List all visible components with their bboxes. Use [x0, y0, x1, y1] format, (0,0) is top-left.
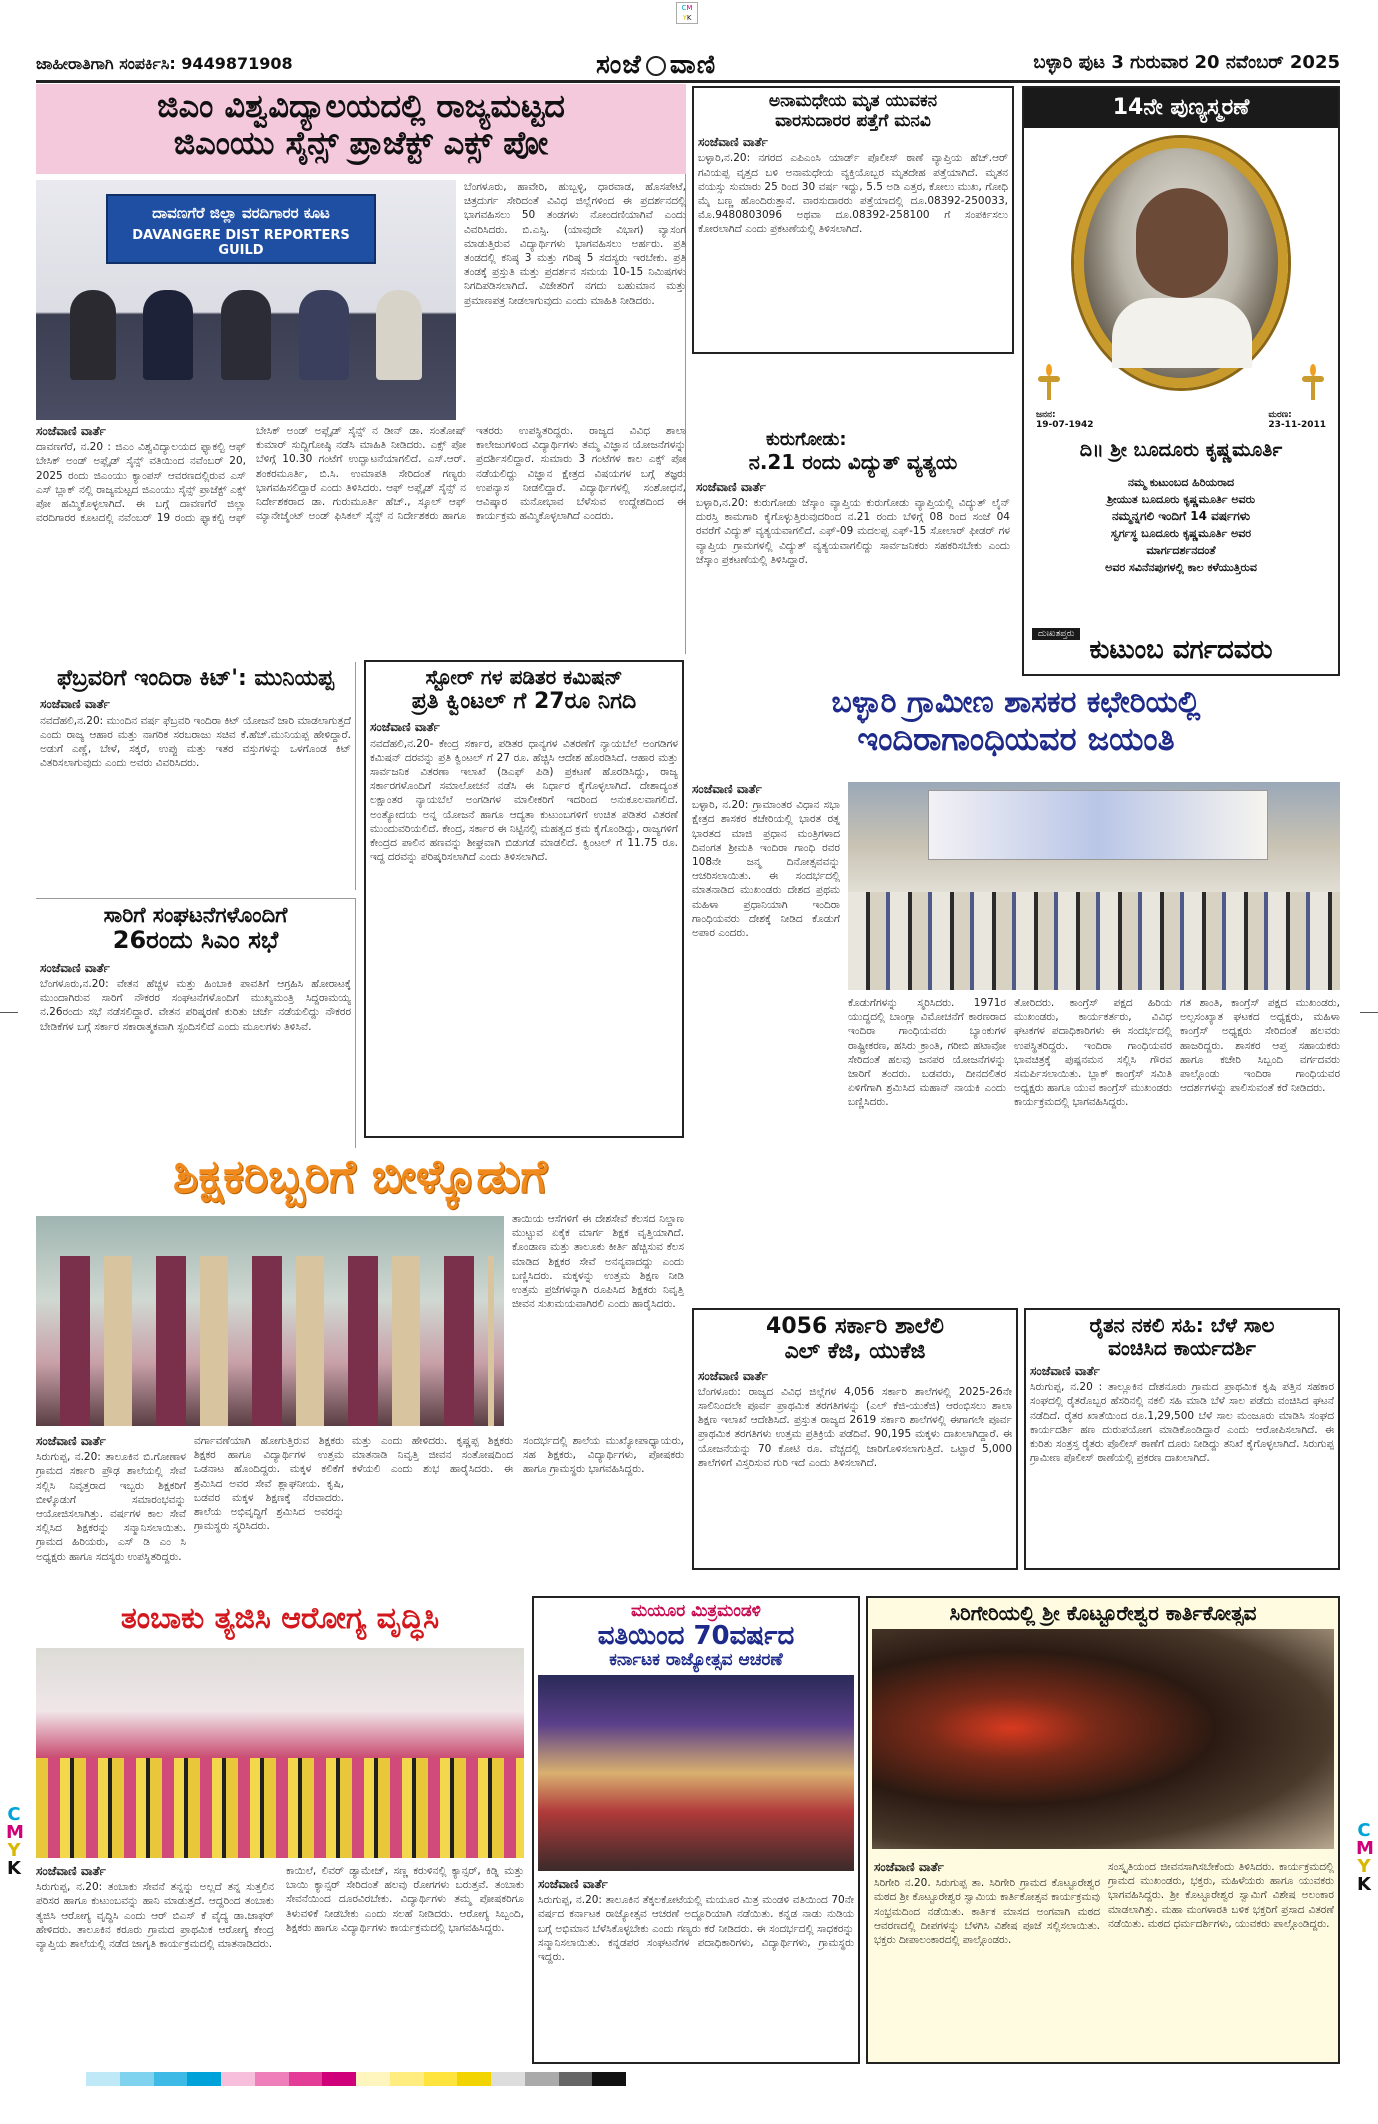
story-dead-youth — [692, 86, 1014, 354]
karthika-col-2: ಸಂಸ್ಕೃತಿಯಂದ ಜೀವನಸಾಗಿಸಬೇಕೆಂದು ತಿಳಿಸಿದರು. ಕಾರ್ಯಕ್ರಮದಲ್ಲಿ ಗ್ರಾಮದ ಮುಖಂಡರು, ಭಕ್ತರು, ಮಹಿಳೆಯರು ಹಾಗೂ ಯುವಕರು ಭಾಗವಹಿಸಿದ್ದರು. ಶ್ರೀ ಕೊಟ್ಟೂರೇಶ್ವರ ಸ್ವಾಮಿಗೆ ವಿಶೇಷ ಅಲಂಕಾರ ಮಾಡಲಾಗಿತ್ತು. ಮಹಾ ಮಂಗಳಾರತಿ ಬಳಿಕ ಭಕ್ತರಿಗೆ ಪ್ರಸಾದ ವಿತರಣೆ ನಡೆಯಿತು. ಮಠದ ಧರ್ಮದರ್ಶಿಗಳು, ಯುವಕರು ಪಾಲ್ಗೊಂಡಿದ್ದರು. — [1108, 1861, 1334, 1930]
story-indira-kit — [36, 662, 356, 890]
story-karthika — [866, 1596, 1340, 2064]
story-store-commission — [364, 660, 684, 1138]
kit-headline: ಫೆಬ್ರವರಿಗೆ ಇಂದಿರಾ ಕಿಟ್': ಮುನಿಯಪ್ಪ — [57, 666, 334, 691]
jayanti-col-c: ತೋರಿದರು. ಕಾಂಗ್ರೆಸ್ ಪಕ್ಷದ ಹಿರಿಯ ಮುಖಂಡರು, ಕಾರ್ಯಕರ್ತರು, ವಿವಿಧ ಘಟಕಗಳ ಪದಾಧಿಕಾರಿಗಳು ಈ ಸಂದರ್ಭದಲ್ಲಿ ಉಪಸ್ಥಿತರಿದ್ದರು. ಇಂದಿರಾ ಗಾಂಧಿಯವರ ಭಾವಚಿತ್ರಕ್ಕೆ ಪುಷ್ಪನಮನ ಸಲ್ಲಿಸಿ ಗೌರವ ಸಮರ್ಪಿಸಲಾಯಿತು. ಬ್ಲಾಕ್ ಕಾಂಗ್ರೆಸ್ ಸಮಿತಿ ಅಧ್ಯಕ್ಷರು ಹಾಗೂ ಯುವ ಕಾಂಗ್ರೆಸ್ ಮುಖಂಡರು ಕಾರ್ಯಕ್ರಮದಲ್ಲಿ ಭಾಗವಹಿಸಿದ್ದರು. — [1014, 997, 1172, 1109]
lkg-headline-2: ಎಲ್ ಕೆಜಿ, ಯುಕೆಜಿ — [784, 1339, 926, 1365]
transport-body: ಸಂಜೆವಾಣಿ ವಾರ್ತೆ ಬೆಂಗಳೂರು,ನ.20: ವೇತನ ಹೆಚ್ಚಳ ಮತ್ತು ಹಿಂಬಾಕಿ ಪಾವತಿಗೆ ಆಗ್ರಹಿಸಿ ಹೋರಾಟಕ್ಕೆ ಮುಂದಾಗಿರುವ ಸಾರಿಗೆ ನೌಕರರ ಸಂಘಟನೆಗಳೊಂದಿಗೆ ಮುಖ್ಯಮಂತ್ರಿ ಸಿದ್ದರಾಮಯ್ಯ ನ.26ರಂದು ಸಭೆ ನಡೆಸಲಿದ್ದಾರೆ. ವೇತನ ಪರಿಷ್ಕರಣೆ ಕುರಿತು ಚರ್ಚೆ ನಡೆಯಲಿದ್ದು ನೌಕರರ ಬೇಡಿಕೆಗಳ ಬಗ್ಗೆ ಸರ್ಕಾರ ಸಕಾರಾತ್ಮಕವಾಗಿ ಸ್ಪಂದಿಸಲಿದೆ ಎಂದು ಮೂಲಗಳು ತಿಳಿಸಿವೆ. — [40, 960, 351, 1033]
tobacco-photo — [36, 1648, 524, 1858]
press-people — [56, 290, 436, 380]
memorial-dates: ಜನನ: 19-07-1942 ಮರಣ: 23-11-2011 — [1036, 410, 1326, 430]
color-calibration-bar — [86, 2072, 626, 2086]
teachers-col-2: ವರ್ಗಾವಣೆಯಾಗಿ ಹೋಗುತ್ತಿರುವ ಶಿಕ್ಷಕರು ಶಿಕ್ಷಕರ ಹಾಗೂ ವಿದ್ಯಾರ್ಥಿಗಳ ಉತ್ತಮ ಒಡನಾಟ ಹೊಂದಿದ್ದರು. ಮಕ್ಕಳ ಕಲಿಕೆಗೆ ಶ್ರಮಿಸಿದ ಅವರ ಸೇವೆ ಶ್ಲಾಘನೀಯ. ಕೃಷಿ, ಬಡವರ ಮಕ್ಕಳ ಶಿಕ್ಷಣಕ್ಕೆ ನೆರವಾದರು. ಶಾಲೆಯ ಅಭಿವೃದ್ಧಿಗೆ ಶ್ರಮಿಸಿದ ಅವರನ್ನು ಗ್ರಾಮಸ್ಥರು ಸ್ಮರಿಸಿದರು. — [194, 1435, 344, 1533]
portrait-face — [1136, 188, 1228, 298]
transport-headline-1: ಸಾರಿಗೆ ಸಂಘಟನೆಗಳೊಂದಿಗೆ — [103, 903, 288, 927]
left-reg-cross — [0, 1012, 18, 1013]
teachers-headline: ಶಿಕ್ಷಕರಿಬ್ಬರಿಗೆ ಬೀಳ್ಕೊಡುಗೆ — [173, 1149, 547, 1203]
mayura-photo — [538, 1675, 854, 1871]
memorial-name: ದಿ॥ ಶ್ರೀ ಬೂದೂರು ಕೃಷ್ಣಮೂರ್ತಿ — [1079, 439, 1283, 461]
cmyk-left: C M Y K — [6, 1804, 24, 1879]
tobacco-col-1: ಸಂಜೆವಾಣಿ ವಾರ್ತೆ ಸಿರುಗುಪ್ಪ, ನ.20: ತಂಬಾಕು ಸೇವನೆ ತನ್ನನ್ನು ಅಲ್ಲದೆ ತನ್ನ ಸುತ್ತಲಿನ ಪರಿಸರ ಹಾಗೂ ಕುಟುಂಬವನ್ನು ಹಾನಿ ಮಾಡುತ್ತದೆ. ಆದ್ದರಿಂದ ತಂಬಾಕು ತ್ಯಜಿಸಿ ಆರೋಗ್ಯ ವೃದ್ಧಿಸಿ ಎಂದು ಆರ್ ಬಿಎಸ್ ಕೆ ವೈದ್ಯ ಡಾ.ಜಾಫರ್ ಹೇಳಿದರು. ತಾಲೂಕಿನ ಕರೂರು ಗ್ರಾಮದ ಪ್ರಾಥಮಿಕ ಆರೋಗ್ಯ ಕೇಂದ್ರ ವ್ಯಾಪ್ತಿಯ ಶಾಲೆಯಲ್ಲಿ ನಡೆದ ಜಾಗೃತಿ ಕಾರ್ಯಕ್ರಮದಲ್ಲಿ ಮಾತನಾಡಿದರು. — [36, 1864, 274, 1951]
power-headline-1: ಕುರುಗೋಡು: — [766, 429, 847, 450]
story-lkg-ukg — [692, 1308, 1018, 1570]
dead-headline-1: ಅನಾಮಧೇಯ ಮೃತ ಯುವಕನ — [768, 91, 938, 111]
tobacco-col-2: ಕಾಯಿಲೆ, ಲಿವರ್ ಡ್ಯಾಮೇಜ್, ಸಣ್ಣ ಕರುಳಿನಲ್ಲಿ ಕ್ಯಾನ್ಸರ್, ಕಿಡ್ನಿ ಮತ್ತು ಬಾಯಿ ಕ್ಯಾನ್ಸರ್ ಸೇರಿದಂತೆ ಹಲವು ರೋಗಗಳು ಬರುತ್ತವೆ. ತಂಬಾಕು ಸೇವನೆಯಿಂದ ದೂರವಿರಬೇಕು. ವಿದ್ಯಾರ್ಥಿಗಳು ತಮ್ಮ ಪೋಷಕರಿಗೂ ತಿಳುವಳಿಕೆ ನೀಡಬೇಕು ಎಂದು ಸಲಹೆ ನೀಡಿದರು. ಆರೋಗ್ಯ ಸಿಬ್ಬಂದಿ, ಶಿಕ್ಷಕರು ಹಾಗೂ ವಿದ್ಯಾರ್ಥಿಗಳು ಕಾರ್ಯಕ್ರಮದಲ್ಲಿ ಭಾಗವಹಿಸಿದ್ದರು. — [286, 1865, 524, 1934]
story-indira-jayanti — [692, 686, 1340, 1276]
paper-logo: ಸಂಜೆ ವಾಣಿ — [596, 50, 717, 80]
kit-body: ಸಂಜೆವಾಣಿ ವಾರ್ತೆ ನವದೆಹಲಿ,ನ.20: ಮುಂದಿನ ವರ್ಷ ಫೆಬ್ರವರಿ ಇಂದಿರಾ ಕಿಟ್ ಯೋಜನೆ ಜಾರಿ ಮಾಡಲಾಗುತ್ತದೆ ಎಂದು ರಾಜ್ಯ ಆಹಾರ ಮತ್ತು ನಾಗರಿಕ ಸರಬರಾಜು ಸಚಿವ ಕೆ.ಹೆಚ್.ಮುನಿಯಪ್ಪ ಹೇಳಿದ್ದಾರೆ. ಅಡುಗೆ ಎಣ್ಣೆ, ಬೇಳೆ, ಸಕ್ಕರೆ, ಉಪ್ಪು ಮತ್ತು ಇತರ ವಸ್ತುಗಳನ್ನು ಒಳಗೊಂಡ ಕಿಟ್ ವಿತರಿಸಲಾಗುವುದು ಎಂದು ಅವರು ವಿವರಿಸಿದರು. — [40, 697, 351, 770]
memorial-family: ಕುಟುಂಬ ವರ್ಗದವರು — [1089, 635, 1273, 665]
tobacco-students — [36, 1758, 524, 1858]
teachers-col-right: ತಾಯಿಯ ಆಸೆಗಳಿಗೆ ಈ ದೇಶಸೇವೆ ಕೆಲಸದ ನಿಲ್ದಾಣ ಮುಟ್ಟುವ ಏಕೈಕ ಮಾರ್ಗ ಶಿಕ್ಷಕ ವೃತ್ತಿಯಾಗಿದೆ. ಕೊಂಡಾಣ ಮತ್ತು ತಾಲೂಕು ಕೀರ್ತಿ ಹೆಚ್ಚಿಸುವ ಕೆಲಸ ಮಾಡಿದ ಶಿಕ್ಷಕರ ಸೇವೆ ಅನನ್ಯವಾದದ್ದು ಎಂದು ಬಣ್ಣಿಸಿದರು. ಮಕ್ಕಳನ್ನು ಉತ್ತಮ ಶಿಕ್ಷಣ ನೀಡಿ ಉತ್ತಮ ಪ್ರಜೆಗಳನ್ನಾಗಿ ರೂಪಿಸಿದ ಶಿಕ್ಷಕರು ನಿವೃತ್ತಿ ಜೀವನ ಸುಖಮಯವಾಗಿರಲಿ ಎಂದು ಹಾರೈಸಿದರು. — [512, 1213, 684, 1311]
story-transport — [36, 898, 356, 1148]
teachers-people — [46, 1256, 494, 1426]
right-reg-cross — [1360, 1012, 1378, 1013]
masthead — [36, 50, 1340, 80]
memorial-text: ನಮ್ಮ ಕುಟುಂಬದ ಹಿರಿಯರಾದ ಶ್ರೀಯುತ ಬೂದೂರು ಕೃಷ್ಣಮೂರ್ತಿ ಅವರು ನಮ್ಮನ್ನಗಲಿ ಇಂದಿಗೆ 14 ವರ್ಷಗಳು ಸ್ವರ್ಗಸ್ಥ ಬೂದೂರು ಕೃಷ್ಣಮೂರ್ತಿ ಅವರ ಮಾರ್ಗದರ್ಶನದಂತೆ ಅವರ ಸವಿನೆನಪುಗಳಲ್ಲಿ ಕಾಲ ಕಳೆಯುತ್ತಿರುವ — [1105, 476, 1257, 574]
jayanti-col-d: ಗತ ಶಾಂತಿ, ಕಾಂಗ್ರೆಸ್ ಪಕ್ಷದ ಮುಖಂಡರು, ಅಲ್ಪಸಂಖ್ಯಾತ ಘಟಕದ ಅಧ್ಯಕ್ಷರು, ಮಹಿಳಾ ಕಾಂಗ್ರೆಸ್ ಅಧ್ಯಕ್ಷರು ಸೇರಿದಂತೆ ಹಲವರು ಹಾಜರಿದ್ದರು. ಶಾಸಕರ ಆಪ್ತ ಸಹಾಯಕರು ಹಾಗೂ ಕಚೇರಿ ಸಿಬ್ಬಂದಿ ವರ್ಗದವರು ಪಾಲ್ಗೊಂಡು ಇಂದಿರಾ ಗಾಂಧಿಯವರ ಆದರ್ಶಗಳನ್ನು ಪಾಲಿಸುವಂತೆ ಕರೆ ನೀಡಿದರು. — [1180, 997, 1340, 1095]
store-headline-1: ಸ್ಟೋರ್ ಗಳ ಪಡಿತರ ಕಮಿಷನ್ — [425, 665, 623, 689]
portrait-shirt — [1112, 298, 1252, 368]
story-tobacco — [36, 1594, 524, 2064]
expo-column-right: ಬೆಂಗಳೂರು, ಹಾವೇರಿ, ಹುಬ್ಬಳ್ಳಿ, ಧಾರವಾಡ, ಹೊಸಪೇಟೆ, ಚಿತ್ರದುರ್ಗ ಸೇರಿದಂತೆ ವಿವಿಧ ಜಿಲ್ಲೆಗಳಿಂದ ಈ ಪ್ರದರ್ಶನದಲ್ಲಿ ಭಾಗವಹಿಸಲು 50 ತಂಡಗಳು ನೋಂದಣಿಯಾಗಿವೆ ಎಂದು ವಿವರಿಸಿದರು. ಬಿ.ಎಸ್ಸಿ. (ಯಾವುದೇ ವಿಭಾಗ) ವ್ಯಾಸಂಗ ಮಾಡುತ್ತಿರುವ ವಿದ್ಯಾರ್ಥಿಗಳು ಭಾಗವಹಿಸಲು ಅರ್ಹರು. ಪ್ರತಿ ತಂಡದಲ್ಲಿ ಕನಿಷ್ಠ 3 ಮತ್ತು ಗರಿಷ್ಠ 5 ಸದಸ್ಯರು ಇರಬೇಕು. ಪ್ರತಿ ತಂಡಕ್ಕೆ ಪ್ರಸ್ತುತಿ ಮತ್ತು ಪ್ರದರ್ಶನ ಸಮಯ 10-15 ನಿಮಿಷಗಳು ನಿಗದಿಪಡಿಸಲಾಗಿದೆ. ವಿಜೇತರಿಗೆ ನಗದು ಬಹುಮಾನ ಮತ್ತು ಪ್ರಮಾಣಪತ್ರ ನೀಡಲಾಗುವುದು ಎಂದು ಮಾಹಿತಿ ನೀಡಿದರು. — [464, 181, 686, 307]
mayura-headline-3: ಕರ್ನಾಟಕ ರಾಜ್ಯೋತ್ಸವ ಆಚರಣೆ — [609, 1650, 783, 1671]
teachers-photo — [36, 1216, 504, 1426]
story-mayura — [532, 1596, 860, 2064]
top-registration-mark: CM YK — [676, 2, 698, 24]
jayanti-headline-1: ಬಳ್ಳಾರಿ ಗ್ರಾಮೀಣ ಶಾಸಕರ ಕಛೇರಿಯಲ್ಲಿ — [831, 685, 1201, 720]
tobacco-headline: ತಂಬಾಕು ತ್ಯಜಿಸಿ ಆರೋಗ್ಯ ವೃದ್ಧಿಸಿ — [120, 1601, 440, 1636]
story-teachers-farewell — [36, 1146, 684, 1586]
farmer-body: ಸಂಜೆವಾಣಿ ವಾರ್ತೆ ಸಿರುಗುಪ್ಪ, ನ.20 : ತಾಲ್ಲೂಕಿನ ದೇಶನೂರು ಗ್ರಾಮದ ಪ್ರಾಥಮಿಕ ಕೃಷಿ ಪತ್ತಿನ ಸಹಕಾರ ಸಂಘದಲ್ಲಿ ರೈತರೊಬ್ಬರ ಹೆಸರಿನಲ್ಲಿ ನಕಲಿ ಸಹಿ ಮಾಡಿ ಬೆಳೆ ಸಾಲ ಪಡೆದು ವಂಚಿಸಿದ ಘಟನೆ ನಡೆದಿದೆ. ರೈತರ ಖಾತೆಯಿಂದ ರೂ.1,29,500 ಬೆಳೆ ಸಾಲ ಮಂಜೂರು ಮಾಡಿಸಿ ಸಂಘದ ಕಾರ್ಯದರ್ಶಿ ಹಣ ದುರುಪಯೋಗ ಮಾಡಿಕೊಂಡಿದ್ದಾರೆ ಎಂದು ಆರೋಪಿಸಲಾಗಿದೆ. ಈ ಕುರಿತು ಸಂತ್ರಸ್ತ ರೈತರು ಪೊಲೀಸ್ ಠಾಣೆಗೆ ದೂರು ನೀಡಿದ್ದು ತನಿಖೆ ಕೈಗೊಳ್ಳಲಾಗಿದೆ. ಸಿರುಗುಪ್ಪ ಗ್ರಾಮೀಣ ಪೊಲೀಸ್ ಠಾಣೆಯಲ್ಲಿ ಪ್ರಕರಣ ದಾಖಲಾಗಿದೆ. — [1030, 1364, 1334, 1465]
story-expo — [36, 84, 686, 654]
jayanti-col-a: ಸಂಜೆವಾಣಿ ವಾರ್ತೆ ಬಳ್ಳಾರಿ, ನ.20: ಗ್ರಾಮಾಂತರ ವಿಧಾನ ಸಭಾ ಕ್ಷೇತ್ರದ ಶಾಸಕರ ಕಚೇರಿಯಲ್ಲಿ ಭಾರತ ರತ್ನ ಭಾರತದ ಮಾಜಿ ಪ್ರಧಾನ ಮಂತ್ರಿಗಳಾದ ದಿವಂಗತ ಶ್ರೀಮತಿ ಇಂದಿರಾ ಗಾಂಧಿ ರವರ 108ನೇ ಜನ್ಮ ದಿನೋತ್ಸವವನ್ನು ಆಚರಿಸಲಾಯಿತು. ಈ ಸಂದರ್ಭದಲ್ಲಿ ಮಾತನಾಡಿದ ಮುಖಂಡರು ದೇಶದ ಪ್ರಥಮ ಮಹಿಳಾ ಪ್ರಧಾನಿಯಾಗಿ ಇಂದಿರಾ ಗಾಂಧಿಯವರು ದೇಶಕ್ಕೆ ನೀಡಿದ ಕೊಡುಗೆ ಅಪಾರ ಎಂದರು. — [692, 782, 840, 940]
portrait-frame — [1074, 138, 1288, 388]
memorial-ad — [1022, 86, 1340, 676]
power-body: ಸಂಜೆವಾಣಿ ವಾರ್ತೆ ಬಳ್ಳಾರಿ,ನ.20: ಕುರುಗೋಡು ಜೆಸ್ಕಾಂ ವ್ಯಾಪ್ತಿಯ ಕುರುಗೋಡು ವ್ಯಾಪ್ತಿಯಲ್ಲಿ ವಿದ್ಯುತ್ ಲೈನ್ ದುರಸ್ತಿ ಕಾಮಗಾರಿ ಕೈಗೊಳ್ಳುತ್ತಿರುವುದರಿಂದ ನ.21 ರಂದು ಬೆಳಿಗ್ಗೆ 08 ರಿಂದ ಸಂಜೆ 04 ರವರೆಗೆ ವಿದ್ಯುತ್ ವ್ಯತ್ಯಯವಾಗಲಿದೆ. ಎಫ್-09 ಮದಲಪ್ಪ ಎಫ್-15 ಸೋಲಾರ್ ಫೀಡರ್ ಗಳ ವ್ಯಾಪ್ತಿಯ ಗ್ರಾಮಗಳಲ್ಲಿ ವಿದ್ಯುತ್ ವ್ಯತ್ಯಯವಾಗಲಿದ್ದು ಸಾರ್ವಜನಿಕರು ಸಹಕರಿಸಬೇಕು ಎಂದು ಜೆಸ್ಕಾಂ ಪ್ರಕಟಣೆಯಲ್ಲಿ ತಿಳಿಸಿದ್ದಾರೆ. — [696, 479, 1010, 566]
store-headline-2: ಪ್ರತಿ ಕ್ವಿಂಟಲ್ ಗೆ 27ರೂ ನಿಗದಿ — [411, 689, 637, 714]
karthika-col-1: ಸಂಜೆವಾಣಿ ವಾರ್ತೆ ಸಿರಿಗೇರಿ ನ.20. ಸಿರುಗುಪ್ಪ ತಾ. ಸಿರಿಗೇರಿ ಗ್ರಾಮದ ಕೊಟ್ಟೂರೇಶ್ವರ ಮಠದ ಶ್ರೀ ಕೊಟ್ಟೂರೇಶ್ವರ ಸ್ವಾಮಿಯ ಕಾರ್ತಿಕೋತ್ಸವ ಕಾರ್ಯಕ್ರಮವು ಸಂಭ್ರಮದಿಂದ ನಡೆಯಿತು. ಕಾರ್ತಿಕ ಮಾಸದ ಅಂಗವಾಗಿ ಮಠದ ಆವರಣದಲ್ಲಿ ದೀಪಗಳನ್ನು ಬೆಳಗಿಸಿ ವಿಶೇಷ ಪೂಜೆ ಸಲ್ಲಿಸಲಾಯಿತು. ಭಕ್ತರು ದೀಪಾಲಂಕಾರದಲ್ಲಿ ಪಾಲ್ಗೊಂಡರು. — [874, 1860, 1100, 1947]
power-headline-2: ನ.21 ರಂದು ವಿದ್ಯುತ್ ವ್ಯತ್ಯಯ — [748, 449, 958, 474]
lkg-headline-1: 4056 ಸರ್ಕಾರಿ ಶಾಲೆಲಿ — [766, 1314, 944, 1339]
mayura-body: ಸಂಜೆವಾಣಿ ವಾರ್ತೆ ಸಿರುಗುಪ್ಪ, ನ.20: ತಾಲೂಕಿನ ತೆಕ್ಕಲಕೋಟೆಯಲ್ಲಿ ಮಯೂರ ಮಿತ್ರ ಮಂಡಳಿ ವತಿಯಿಂದ 70ನೇ ವರ್ಷದ ಕರ್ನಾಟಕ ರಾಜ್ಯೋತ್ಸವ ಆಚರಣೆ ಅದ್ದೂರಿಯಾಗಿ ನಡೆಯಿತು. ಕನ್ನಡ ನಾಡು ನುಡಿಯ ಬಗ್ಗೆ ಅಭಿಮಾನ ಬೆಳೆಸಿಕೊಳ್ಳಬೇಕು ಎಂದು ಗಣ್ಯರು ಕರೆ ನೀಡಿದರು. ಈ ಸಂದರ್ಭದಲ್ಲಿ ಸಾಧಕರನ್ನು ಸನ್ಮಾನಿಸಲಾಯಿತು. ಕನ್ನಡಪರ ಸಂಘಟನೆಗಳ ಪದಾಧಿಕಾರಿಗಳು, ವಿದ್ಯಾರ್ಥಿಗಳು, ಗ್ರಾಮಸ್ಥರು ಇದ್ದರು. — [538, 1876, 854, 1963]
ad-contact: ಜಾಹೀರಾತಿಗಾಗಿ ಸಂಪರ್ಕಿಸಿ: 9449871908 — [36, 54, 293, 73]
farmer-headline-1: ರೈತನ ನಕಲಿ ಸಹಿ: ಬೆಳೆ ಸಾಲ — [1089, 1313, 1275, 1337]
mayura-headline-2: ವತಿಯಿಂದ 70ವರ್ಷದ — [597, 1620, 795, 1651]
jayanti-banner — [928, 790, 1268, 860]
karthika-headline: ಸಿರಿಗೇರಿಯಲ್ಲಿ ಶ್ರೀ ಕೊಟ್ಟೂರೇಶ್ವರ ಕಾರ್ತಿಕೋತ್ಸವ — [949, 1601, 1257, 1625]
expo-photo — [36, 180, 456, 420]
edition-info: ಬಳ್ಳಾರಿ ಪುಟ 3 ಗುರುವಾರ 20 ನವೆಂಬರ್ 2025 — [1033, 52, 1340, 73]
mayura-headline-1: ಮಯೂರ ಮಿತ್ರಮಂಡಳಿ — [631, 1601, 761, 1621]
dead-body: ಸಂಜೆವಾಣಿ ವಾರ್ತೆ ಬಳ್ಳಾರಿ,ನ.20: ನಗರದ ಎಪಿಎಂಸಿ ಯಾರ್ಡ್ ಪೊಲೀಸ್ ಠಾಣೆ ವ್ಯಾಪ್ತಿಯ ಹೆಚ್.ಆರ್ ಗವಿಯಪ್ಪ ವೃತ್ತದ ಬಳಿ ಅನಾಮಧೇಯ ವ್ಯಕ್ತಿಯೊಬ್ಬರ ಮೃತದೇಹ ಪತ್ತೆಯಾಗಿದೆ. ಮೃತನ ವಯಸ್ಸು ಸುಮಾರು 25 ರಿಂದ 30 ವರ್ಷ ಇದ್ದು, 5.5 ಅಡಿ ಎತ್ತರ, ಕೋಲು ಮುಖ, ಗೋಧಿ ಮೈ ಬಣ್ಣ ಹೊಂದಿರುತ್ತಾನೆ. ವಾರಸುದಾರರು ಪತ್ತೆಯಾದಲ್ಲಿ ದೂ.08392-250033, ಮೊ.9480803096 ಅಥವಾ ದೂ.08392-258100 ಗೆ ಸಂಪರ್ಕಿಸಲು ಕೋರಲಾಗಿದೆ ಎಂದು ಪ್ರಕಟಣೆಯಲ್ಲಿ ತಿಳಿಸಲಾಗಿದೆ. — [698, 135, 1008, 236]
dead-headline-2: ವಾರಸುದಾರರ ಪತ್ತೆಗೆ ಮನವಿ — [775, 110, 931, 131]
lkg-body: ಸಂಜೆವಾಣಿ ವಾರ್ತೆ ಬೆಂಗಳೂರು: ರಾಜ್ಯದ ವಿವಿಧ ಜಿಲ್ಲೆಗಳ 4,056 ಸರ್ಕಾರಿ ಶಾಲೆಗಳಲ್ಲಿ 2025-26ನೇ ಸಾಲಿನಿಂದಲೇ ಪೂರ್ವ ಪ್ರಾಥಮಿಕ ತರಗತಿಗಳನ್ನು (ಎಲ್ ಕೆಜಿ-ಯುಕೆಜಿ) ಆರಂಭಿಸಲು ಶಾಲಾ ಶಿಕ್ಷಣ ಇಲಾಖೆ ಆದೇಶಿಸಿದೆ. ಪ್ರಸ್ತುತ ರಾಜ್ಯದ 2619 ಸರ್ಕಾರಿ ಶಾಲೆಗಳಲ್ಲಿ ಈಗಾಗಲೇ ಪೂರ್ವ ಪ್ರಾಥಮಿಕ ತರಗತಿಗಳು ಉತ್ತಮ ಪ್ರತಿಕ್ರಿಯೆ ಪಡೆದಿವೆ. 90,195 ಮಕ್ಕಳು ದಾಖಲಾಗಿದ್ದಾರೆ. ಈ ಯೋಜನೆಯನ್ನು 70 ಕೋಟಿ ರೂ. ವೆಚ್ಚದಲ್ಲಿ ಜಾರಿಗೊಳಿಸಲಾಗುತ್ತಿದೆ. ಒಟ್ಟಾರೆ 5,000 ಶಾಲೆಗಳಿಗೆ ವಿಸ್ತರಿಸುವ ಗುರಿ ಇದೆ ಎಂದು ತಿಳಿಸಲಾಗಿದೆ. — [698, 1368, 1012, 1469]
transport-headline-2: 26ರಂದು ಸಿಎಂ ಸಭೆ — [112, 926, 279, 955]
farmer-headline-2: ವಂಚಿಸಿದ ಕಾರ್ಯದರ್ಶಿ — [1108, 1336, 1256, 1360]
expo-headline-2: ಜಿಎಂಯು ಸೈನ್ಸ್ ಪ್ರಾಜೆಕ್ಟ್ ಎಕ್ಸ್ ಪೋ — [173, 123, 549, 162]
reporters-guild-banner: ದಾವಣಗೆರೆ ಜಿಲ್ಲಾ ವರದಿಗಾರರ ಕೂಟ DAVANGERE DIST REPORTERS GUILD — [106, 194, 376, 264]
memorial-tag: ದುಃಖತಪ್ತರು — [1032, 628, 1080, 640]
jayanti-headline-2: ಇಂದಿರಾಗಾಂಧಿಯವರ ಜಯಂತಿ — [857, 719, 1175, 758]
lamp-right-icon — [1302, 364, 1324, 404]
jayanti-col-b: ಕೊಡುಗೆಗಳನ್ನು ಸ್ಮರಿಸಿದರು. 1971ರ ಯುದ್ಧದಲ್ಲಿ ಬಾಂಗ್ಲಾ ವಿಮೋಚನೆಗೆ ಕಾರಣರಾದ ಇಂದಿರಾ ಗಾಂಧಿಯವರು ಬ್ಯಾಂಕುಗಳ ರಾಷ್ಟ್ರೀಕರಣ, ಹಸಿರು ಕ್ರಾಂತಿ, ಗರೀಬಿ ಹಟಾವೋ ಸೇರಿದಂತೆ ಹಲವು ಜನಪರ ಯೋಜನೆಗಳನ್ನು ಜಾರಿಗೆ ತಂದರು. ಬಡವರು, ದೀನದಲಿತರ ಏಳಿಗೆಗಾಗಿ ಶ್ರಮಿಸಿದ ಮಹಾನ್ ನಾಯಕಿ ಎಂದು ಬಣ್ಣಿಸಿದರು. — [848, 997, 1006, 1109]
lamp-left-icon — [1038, 364, 1060, 404]
masthead-rule — [36, 80, 1340, 83]
teachers-col-3: ಮತ್ತು ಎಂದು ಹೇಳಿದರು. ಕೃಷ್ಣಪ್ಪ ಶಿಕ್ಷಕರು ಮಾತನಾಡಿ ನಿವೃತ್ತಿ ಜೀವನ ಸಂತೋಷದಿಂದ ಕಳೆಯಲಿ ಎಂದು ಶುಭ ಹಾರೈಸಿದರು. ಈ ಸಂದರ್ಭದಲ್ಲಿ ಶಾಲೆಯ ಮುಖ್ಯೋಪಾಧ್ಯಾಯರು, ಸಹ ಶಿಕ್ಷಕರು, ವಿದ್ಯಾರ್ಥಿಗಳು, ಪೋಷಕರು ಹಾಗೂ ಗ್ರಾಮಸ್ಥರು ಭಾಗವಹಿಸಿದ್ದರು. — [352, 1435, 684, 1476]
teachers-col-1: ಸಂಜೆವಾಣಿ ವಾರ್ತೆ ಸಿರುಗುಪ್ಪ, ನ.20: ತಾಲೂಕಿನ ಬಿ.ಗೋಣಾಳ ಗ್ರಾಮದ ಸರ್ಕಾರಿ ಪ್ರೌಢ ಶಾಲೆಯಲ್ಲಿ ಸೇವೆ ಸಲ್ಲಿಸಿ ನಿವೃತ್ತರಾದ ಇಬ್ಬರು ಶಿಕ್ಷಕರಿಗೆ ಬೀಳ್ಕೊಡುಗೆ ಸಮಾರಂಭವನ್ನು ಆಯೋಜಿಸಲಾಗಿತ್ತು. ವರ್ಷಗಳ ಕಾಲ ಸೇವೆ ಸಲ್ಲಿಸಿದ ಶಿಕ್ಷಕರನ್ನು ಸನ್ಮಾನಿಸಲಾಯಿತು. ಗ್ರಾಮದ ಹಿರಿಯರು, ಎಸ್ ಡಿ ಎಂ ಸಿ ಅಧ್ಯಕ್ಷರು ಹಾಗೂ ಸದಸ್ಯರು ಉಪಸ್ಥಿತರಿದ್ದರು. — [36, 1434, 186, 1563]
jayanti-crowd — [848, 892, 1340, 990]
expo-headline-box — [36, 84, 686, 174]
story-farmer-fraud — [1024, 1308, 1340, 1570]
jayanti-photo — [848, 782, 1340, 990]
memorial-title-bar: 14ನೇ ಪುಣ್ಯಸ್ಮರಣೆ — [1024, 88, 1338, 128]
store-body: ಸಂಜೆವಾಣಿ ವಾರ್ತೆ ನವದೆಹಲಿ,ನ.20- ಕೇಂದ್ರ ಸರ್ಕಾರ, ಪಡಿತರ ಧಾನ್ಯಗಳ ವಿತರಣೆಗೆ ನ್ಯಾಯಬೆಲೆ ಅಂಗಡಿಗಳ ಕಮಿಷನ್ ದರವನ್ನು ಪ್ರತಿ ಕ್ವಿಂಟಲ್ ಗೆ 27 ರೂ. ಹೆಚ್ಚಿಸಿ ಆದೇಶ ಹೊರಡಿಸಿದೆ. ಆಹಾರ ಮತ್ತು ಸಾರ್ವಜನಿಕ ವಿತರಣಾ ಇಲಾಖೆ (ಡಿಎಫ್ ಪಿಡಿ) ಪ್ರಕಟಣೆ ಹೊರಡಿಸಿದ್ದು, ರಾಜ್ಯ ಸರ್ಕಾರಗಳೊಂದಿಗೆ ಸಮಾಲೋಚನೆ ನಡೆಸಿ ಈ ನಿರ್ಧಾರ ಕೈಗೊಳ್ಳಲಾಗಿದೆ. ದೇಶಾದ್ಯಂತ ಲಕ್ಷಾಂತರ ನ್ಯಾಯಬೆಲೆ ಅಂಗಡಿಗಳ ಮಾಲೀಕರಿಗೆ ಇದರಿಂದ ಅನುಕೂಲವಾಗಲಿದೆ. ಅಂತ್ಯೋದಯ ಅನ್ನ ಯೋಜನೆ ಹಾಗೂ ಆದ್ಯತಾ ಕುಟುಂಬಗಳಿಗೆ ಉಚಿತ ಪಡಿತರ ವಿತರಣೆ ಮುಂದುವರಿಯಲಿದೆ. ಕೇಂದ್ರ, ಸರ್ಕಾರ ಈ ನಿಟ್ಟಿನಲ್ಲಿ ಮಹತ್ವದ ಕ್ರಮ ಕೈಗೊಂಡಿದ್ದು, ರಾಜ್ಯಗಳಿಗೆ ಕೇಂದ್ರದ ಪಾಲಿನ ಹಣವನ್ನು ಶೀಘ್ರವಾಗಿ ಬಿಡುಗಡೆ ಮಾಡಲಿದೆ. ಕ್ವಿಂಟಲ್ ಗೆ 11.75 ರೂ. ಇದ್ದ ದರವನ್ನು ಪರಿಷ್ಕರಿಸಲಾಗಿದೆ ಎಂದು ತಿಳಿಸಲಾಗಿದೆ. — [370, 720, 678, 864]
logo-emblem-icon — [646, 56, 666, 76]
story-power-cut — [692, 360, 1014, 680]
expo-headline-1: ಜಿಎಂ ವಿಶ್ವವಿದ್ಯಾಲಯದಲ್ಲಿ ರಾಜ್ಯಮಟ್ಟದ — [157, 87, 565, 125]
karthika-photo — [872, 1629, 1334, 1849]
expo-body: ಸಂಜೆವಾಣಿ ವಾರ್ತೆ ದಾವಣಗೆರೆ, ನ.20 : ಜಿಎಂ ವಿಶ್ವವಿದ್ಯಾಲಯದ ಫ್ಯಾಕಲ್ಟಿ ಆಫ್ ಬೇಸಿಕ್ ಅಂಡ್ ಅಪ್ಲೈಡ್ ಸೈನ್ಸ್ ವತಿಯಿಂದ ನವೆಂಬರ್ 20, 2025 ರಂದು ಜಿಎಂಯು ಕ್ಯಾಂಪಸ್ ಆವರಣದಲ್ಲಿರುವ ಎಸ್ ಎಸ್ ಬ್ಲಾಕ್ ನಲ್ಲಿ ರಾಜ್ಯಮಟ್ಟದ ಜಿಎಂಯು ಸೈನ್ಸ್ ಪ್ರಾಜೆಕ್ಟ್ ಎಕ್ಸ್ ಪೋ ಹಮ್ಮಿಕೊಳ್ಳಲಾಗಿದೆ. ಈ ಬಗ್ಗೆ ದಾವಣಗೆರೆ ಜಿಲ್ಲಾ ವರದಿಗಾರರ ಕೂಟದಲ್ಲಿ ನವೆಂಬರ್ 19 ರಂದು ಫ್ಯಾಕಲ್ಟಿ ಆಫ್ ಬೇಸಿಕ್ ಅಂಡ್ ಅಪ್ಲೈಡ್ ಸೈನ್ಸ್ ನ ಡೀನ್ ಡಾ. ಸಂತೋಷ್ ಕುಮಾರ್ ಸುದ್ದಿಗೋಷ್ಠಿ ನಡೆಸಿ ಮಾಹಿತಿ ನೀಡಿದರು. ಎಕ್ಸ್ ಪೋ ಬೆಳಿಗ್ಗೆ 10.30 ಗಂಟೆಗೆ ಉದ್ಘಾಟನೆಯಾಗಲಿದೆ. ಎಸ್.ಆರ್. ಶಂಕರಮೂರ್ತಿ, ಬಿ.ಸಿ. ಉಮಾಪತಿ ಸೇರಿದಂತೆ ಗಣ್ಯರು ಭಾಗವಹಿಸಲಿದ್ದಾರೆ ಎಂದು ತಿಳಿಸಿದರು. ಆಫ್ ಅಪ್ಲೈಡ್ ಸೈನ್ಸ್ ನ ನಿರ್ದೇಶಕರಾದ ಡಾ. ಗುರುಮೂರ್ತಿ ಹೆಚ್., ಸ್ಕೂಲ್ ಆಫ್ ಮ್ಯಾನೇಜ್ಮೆಂಟ್ ಅಂಡ್ ಫಿಸಿಕಲ್ ಸೈನ್ಸ್ ನ ನಿರ್ದೇಶಕರು ಹಾಗೂ ಇತರರು ಉಪಸ್ಥಿತರಿದ್ದರು. ರಾಜ್ಯದ ವಿವಿಧ ಶಾಲಾ ಕಾಲೇಜುಗಳಿಂದ ವಿದ್ಯಾರ್ಥಿಗಳು ತಮ್ಮ ವಿಜ್ಞಾನ ಯೋಜನೆಗಳನ್ನು ಪ್ರದರ್ಶಿಸಲಿದ್ದಾರೆ. ಸುಮಾರು 3 ಗಂಟೆಗಳ ಕಾಲ ಎಕ್ಸ್ ಪೋ ನಡೆಯಲಿದ್ದು ವಿಜ್ಞಾನ ಕ್ಷೇತ್ರದ ವಿಷಯಗಳ ಬಗ್ಗೆ ತಜ್ಞರು ಉಪನ್ಯಾಸ ನೀಡಲಿದ್ದಾರೆ. ವಿದ್ಯಾರ್ಥಿಗಳಲ್ಲಿ ಸಂಶೋಧನೆ, ಆವಿಷ್ಕಾರ ಮನೋಭಾವ ಬೆಳೆಸುವ ಉದ್ದೇಶದಿಂದ ಈ ಕಾರ್ಯಕ್ರಮ ಹಮ್ಮಿಕೊಳ್ಳಲಾಗಿದೆ ಎಂದರು. — [36, 424, 686, 525]
cmyk-right: C M Y K — [1356, 1820, 1374, 1895]
